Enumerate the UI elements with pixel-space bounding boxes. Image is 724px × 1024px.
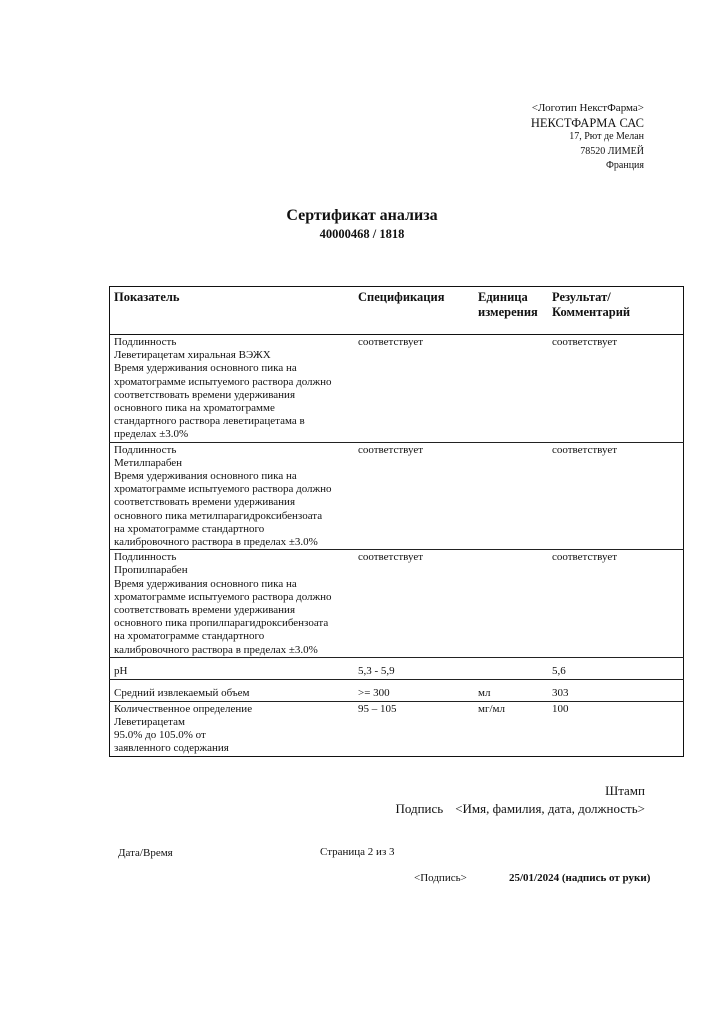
parameter-line: pH (114, 664, 128, 677)
cell-unit: мл (474, 679, 548, 701)
parameter-line: заявленного содержания (114, 742, 229, 755)
parameter-line: 95.0% до 105.0% от (114, 729, 206, 742)
parameter-line: калибровочного раствора в пределах ±3.0% (114, 536, 318, 549)
stamp-label: Штамп (605, 783, 645, 798)
parameter-line: Подлинность (114, 551, 177, 564)
cell-unit (474, 550, 548, 658)
signature-placeholder-2: <Подпись> (414, 872, 467, 884)
parameter-line: соответствовать времени удерживания (114, 496, 296, 509)
header-specification: Спецификация (354, 287, 474, 335)
parameter-line: Подлинность (114, 336, 177, 348)
cell-specification: соответствует (354, 550, 474, 658)
cell-specification: соответствует (354, 335, 474, 443)
header-result-line1: Результат/ (552, 290, 611, 304)
datetime-label: Дата/Время (118, 847, 173, 859)
parameter-line: Подлинность (114, 443, 177, 456)
signature-placeholder: <Имя, фамилия, дата, должность> (455, 801, 645, 816)
cell-parameter (110, 442, 355, 550)
header-unit (474, 287, 548, 335)
cell-result: соответствует (548, 335, 684, 443)
cell-result: 100 (548, 701, 684, 756)
parameter-line: основного пика на хроматограмме (114, 402, 275, 415)
header-result (548, 287, 684, 335)
parameter-line: хроматограмме испытуемого раствора должно (114, 590, 332, 603)
page-indicator: Страница 2 из 3 (320, 846, 395, 858)
company-logo-placeholder: <Логотип НекстФарма> (531, 102, 644, 114)
parameter-line: Леветирацетам (114, 716, 185, 729)
cell-unit: мг/мл (474, 701, 548, 756)
parameter-line: основного пика пропилпарагидроксибензоата (114, 617, 329, 630)
company-name: НЕКСТФАРМА САС (530, 115, 644, 130)
table-header-row (110, 287, 684, 335)
parameter-line: Леветирацетам хиральная ВЭЖХ (114, 349, 271, 362)
header-unit-line2: измерения (478, 305, 538, 319)
parameter-line: на хроматограмме стандартного (114, 522, 265, 535)
cell-specification: 5,3 - 5,9 (354, 657, 474, 679)
analysis-table (109, 286, 684, 757)
cell-result: 303 (548, 679, 684, 701)
header-parameter: Показатель (110, 287, 355, 335)
parameter-line: Метилпарабен (114, 456, 183, 469)
cell-parameter (110, 335, 355, 443)
table-row (110, 335, 684, 443)
handwritten-date: 25/01/2024 (надпись от руки) (509, 872, 651, 884)
company-country: Франция (606, 160, 644, 171)
cell-parameter (110, 701, 355, 756)
cell-parameter (110, 657, 355, 679)
parameter-line: основного пика метилпарагидроксибензоата (114, 509, 323, 522)
company-street: 17, Рют де Мелан (569, 131, 644, 142)
cell-specification: соответствует (354, 442, 474, 550)
table-row (110, 550, 684, 658)
company-address-block (531, 101, 644, 174)
parameter-line: Средний извлекаемый объем (114, 686, 250, 699)
table-row (110, 701, 684, 756)
cell-specification: >= 300 (354, 679, 474, 701)
cell-unit (474, 657, 548, 679)
parameter-line: Время удерживания основного пика на (114, 577, 297, 590)
parameter-line: хроматограмме испытуемого раствора должно (114, 483, 332, 496)
table-row (110, 679, 684, 701)
cell-parameter (110, 679, 355, 701)
parameter-line: хроматограмме испытуемого раствора должно (114, 375, 332, 388)
signature-label: Подпись (395, 801, 444, 816)
cell-result: 5,6 (548, 657, 684, 679)
document-title: Сертификат анализа (286, 207, 438, 224)
parameter-line: соответствовать времени удерживания (114, 388, 296, 401)
cell-result: соответствует (548, 442, 684, 550)
cell-result: соответствует (548, 550, 684, 658)
table-body (110, 335, 684, 757)
cell-parameter (110, 550, 355, 658)
parameter-line: Время удерживания основного пика на (114, 362, 297, 375)
parameter-line: пределах ±3.0% (114, 428, 189, 441)
table-row (110, 442, 684, 550)
table-row (110, 657, 684, 679)
cell-specification: 95 – 105 (354, 701, 474, 756)
header-result-line2: Комментарий (552, 305, 631, 319)
parameter-line: калибровочного раствора в пределах ±3.0% (114, 643, 318, 656)
company-city: 78520 ЛИМЕЙ (580, 145, 644, 157)
cell-unit (474, 335, 548, 443)
parameter-line: Пропилпарабен (114, 564, 188, 577)
parameter-line: Время удерживания основного пика на (114, 470, 297, 483)
parameter-line: соответствовать времени удерживания (114, 604, 296, 617)
signature-line (395, 801, 645, 817)
parameter-line: на хроматограмме стандартного (114, 630, 265, 643)
parameter-line: Количественное определение (114, 702, 253, 715)
header-unit-line1: Единица (478, 290, 528, 304)
cell-unit (474, 442, 548, 550)
document-number: 40000468 / 1818 (319, 227, 405, 241)
parameter-line: стандартного раствора леветирацетама в (114, 415, 305, 428)
